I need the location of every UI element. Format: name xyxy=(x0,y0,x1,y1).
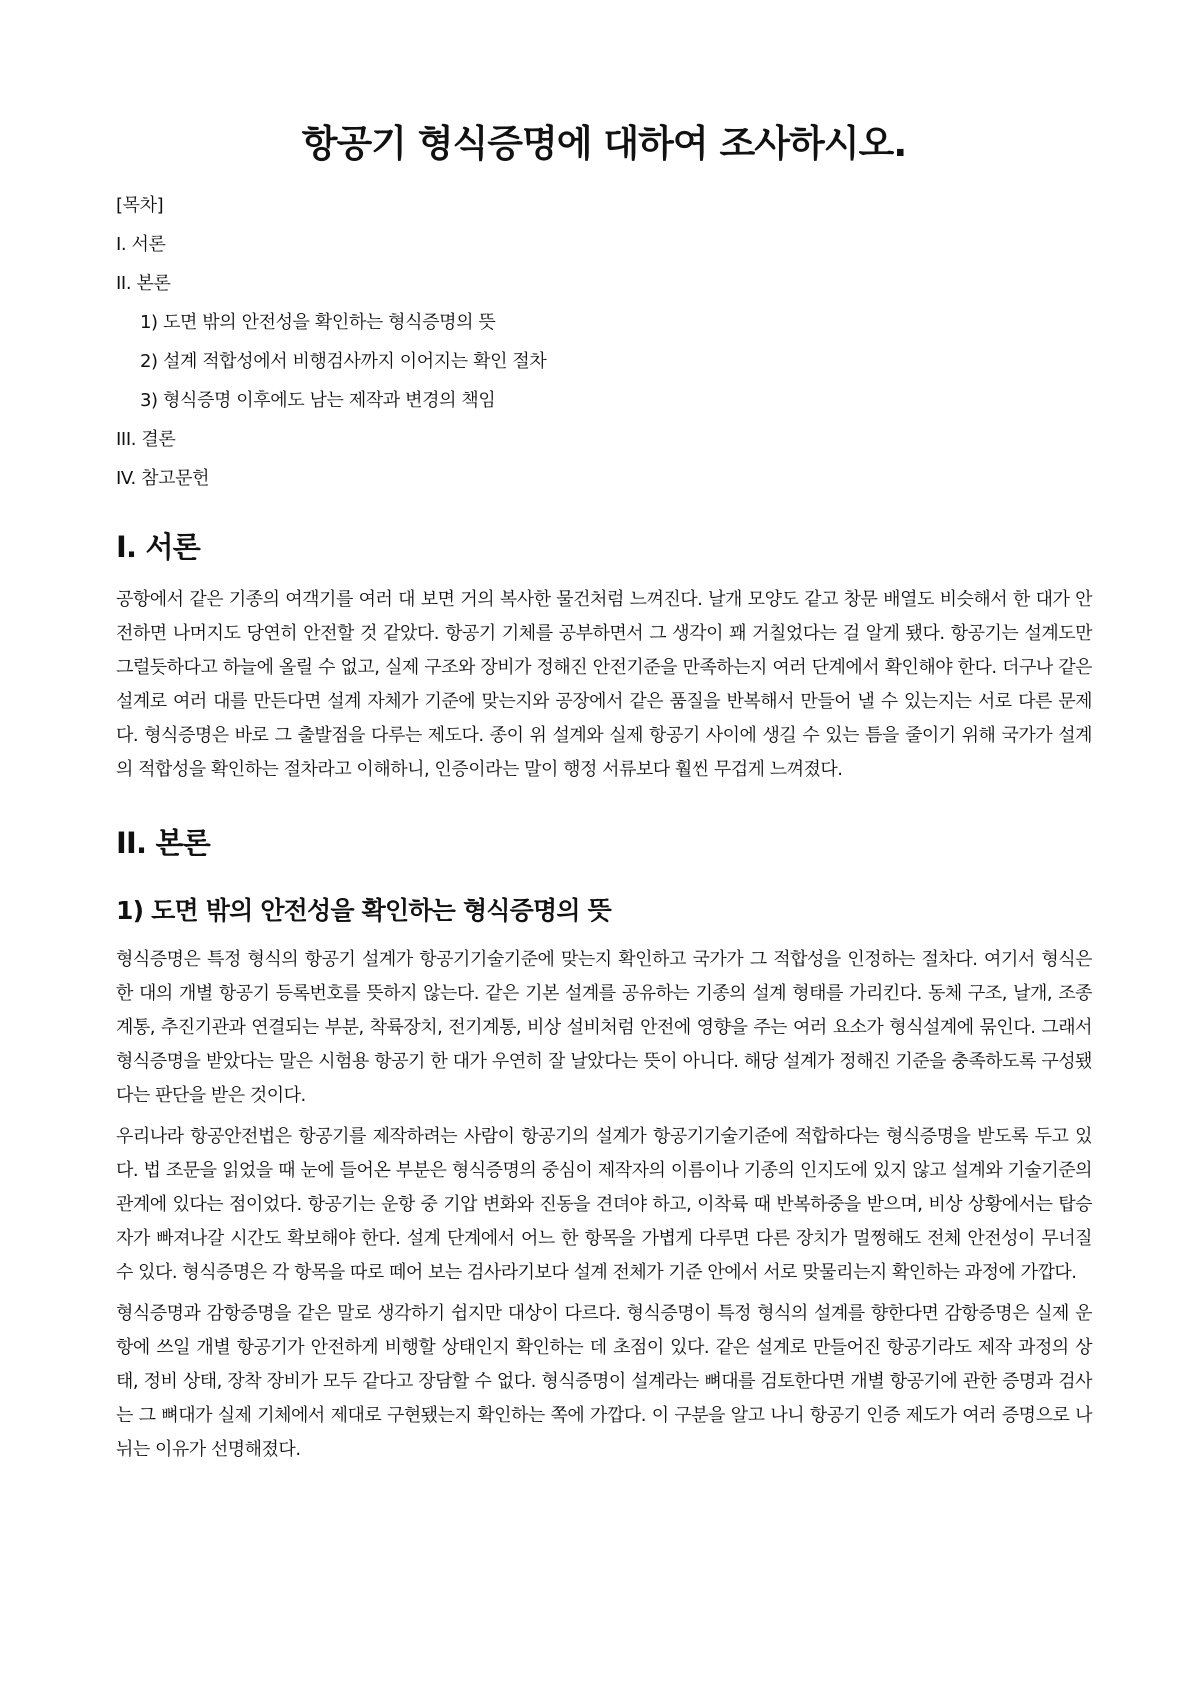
body-sub1-paragraph-2: 우리나라 항공안전법은 항공기를 제작하려는 사람이 항공기의 설계가 항공기기술기준에 적합하다는 형식증명을 받도록 두고 있다. 법 조문을 읽었을 때 눈에 들어온 부분은 형식증명의 중심이 제작자의 이름이나 기종의 인지도에 있지 않고 설계와 기술기준의 관계에 있다는 점이었다. 항공기는 운항 중 기압 변화와 진동을 견뎌야 하고, 이착륙 때 반복하중을 받으며, 비상 상황에서는 탑승자가 빠져나갈 시간도 확보해야 한다. 설계 단계에서 어느 한 항목을 가볍게 다루면 다른 장치가 멀쩡해도 전체 안전성이 무너질 수 있다. 형식증명은 각 항목을 따로 떼어 보는 검사라기보다 설계 전체가 기준 안에서 서로 맞물리는지 확인하는 과정에 가깝다. xyxy=(116,1126,1092,1283)
body-sub1-paragraph-3: 형식증명과 감항증명을 같은 말로 생각하기 쉽지만 대상이 다르다. 형식증명이 특정 형식의 설계를 향한다면 감항증명은 실제 운항에 쓰일 개별 항공기가 안전하게 비행할 상태인지 확인하는 데 초점이 있다. 같은 설계로 만들어진 항공기라도 제작 과정의 상태, 정비 상태, 장착 장비가 모두 같다고 장담할 수 없다. 형식증명이 설계라는 뼈대를 검토한다면 개별 항공기에 관한 증명과 검사는 그 뼈대가 실제 기체에서 제대로 구현됐는지 확인하는 쪽에 가깝다. 이 구분을 알고 나니 항공기 인증 제도가 여러 증명으로 나뉘는 이유가 선명해졌다. xyxy=(116,1303,1092,1460)
intro-paragraph: 공항에서 같은 기종의 여객기를 여러 대 보면 거의 복사한 물건처럼 느껴진다. 날개 모양도 같고 창문 배열도 비슷해서 한 대가 안전하면 나머지도 당연히 안전할 것 같았다. 항공기 기체를 공부하면서 그 생각이 꽤 거칠었다는 걸 알게 됐다. 항공기는 설계도만 그럴듯하다고 하늘에 올릴 수 없고, 실제 구조와 장비가 정해진 안전기준을 만족하는지 여러 단계에서 확인해야 한다. 더구나 같은 설계로 여러 대를 만든다면 설계 자체가 기준에 맞는지와 공장에서 같은 품질을 반복해서 만들어 낼 수 있는지는 서로 다른 문제다. 형식증명은 바로 그 출발점을 다루는 제도다. 종이 위 설계와 실제 항공기 사이에 생길 수 있는 틈을 줄이기 위해 국가가 설계의 적합성을 확인하는 절차라고 이해하니, 인증이라는 말이 행정 서류보다 훨씬 무겁게 느껴졌다. xyxy=(116,589,1092,780)
document-title: 항공기 형식증명에 대하여 조사하시오. xyxy=(301,122,907,165)
body-sub1-paragraph-1: 형식증명은 특정 형식의 항공기 설계가 항공기기술기준에 맞는지 확인하고 국가가 그 적합성을 인정하는 절차다. 여기서 형식은 한 대의 개별 항공기 등록번호를 뜻하지 않는다. 같은 기본 설계를 공유하는 기종의 설계 형태를 가리킨다. 동체 구조, 날개, 조종계통, 추진기관과 연결되는 부분, 착륙장치, 전기계통, 비상 설비처럼 안전에 영향을 주는 여러 요소가 형식설계에 묶인다. 그래서 형식증명을 받았다는 말은 시험용 항공기 한 대가 우연히 잘 날았다는 뜻이 아니다. 해당 설계가 정해진 기준을 충족하도록 구성됐다는 판단을 받은 것이다. xyxy=(116,949,1092,1106)
body-sub1-heading: 1) 도면 밖의 안전성을 확인하는 형식증명의 뜻 xyxy=(116,896,611,925)
toc-item-body-sub3: 3) 형식증명 이후에도 남는 제작과 변경의 책임 xyxy=(140,390,496,411)
toc-item-body: II. 본론 xyxy=(116,273,171,294)
toc-item-references: IV. 참고문헌 xyxy=(116,468,210,489)
toc-label: [목차] xyxy=(116,195,164,216)
body-heading: II. 본론 xyxy=(116,826,210,860)
toc-item-body-sub1: 1) 도면 밖의 안전성을 확인하는 형식증명의 뜻 xyxy=(140,312,496,333)
toc-item-intro: I. 서론 xyxy=(116,234,166,255)
toc-item-body-sub2: 2) 설계 적합성에서 비행검사까지 이어지는 확인 절차 xyxy=(140,351,547,372)
intro-heading: I. 서론 xyxy=(116,530,200,564)
toc-item-conclusion: III. 결론 xyxy=(116,429,176,450)
table-of-contents xyxy=(116,194,1092,491)
